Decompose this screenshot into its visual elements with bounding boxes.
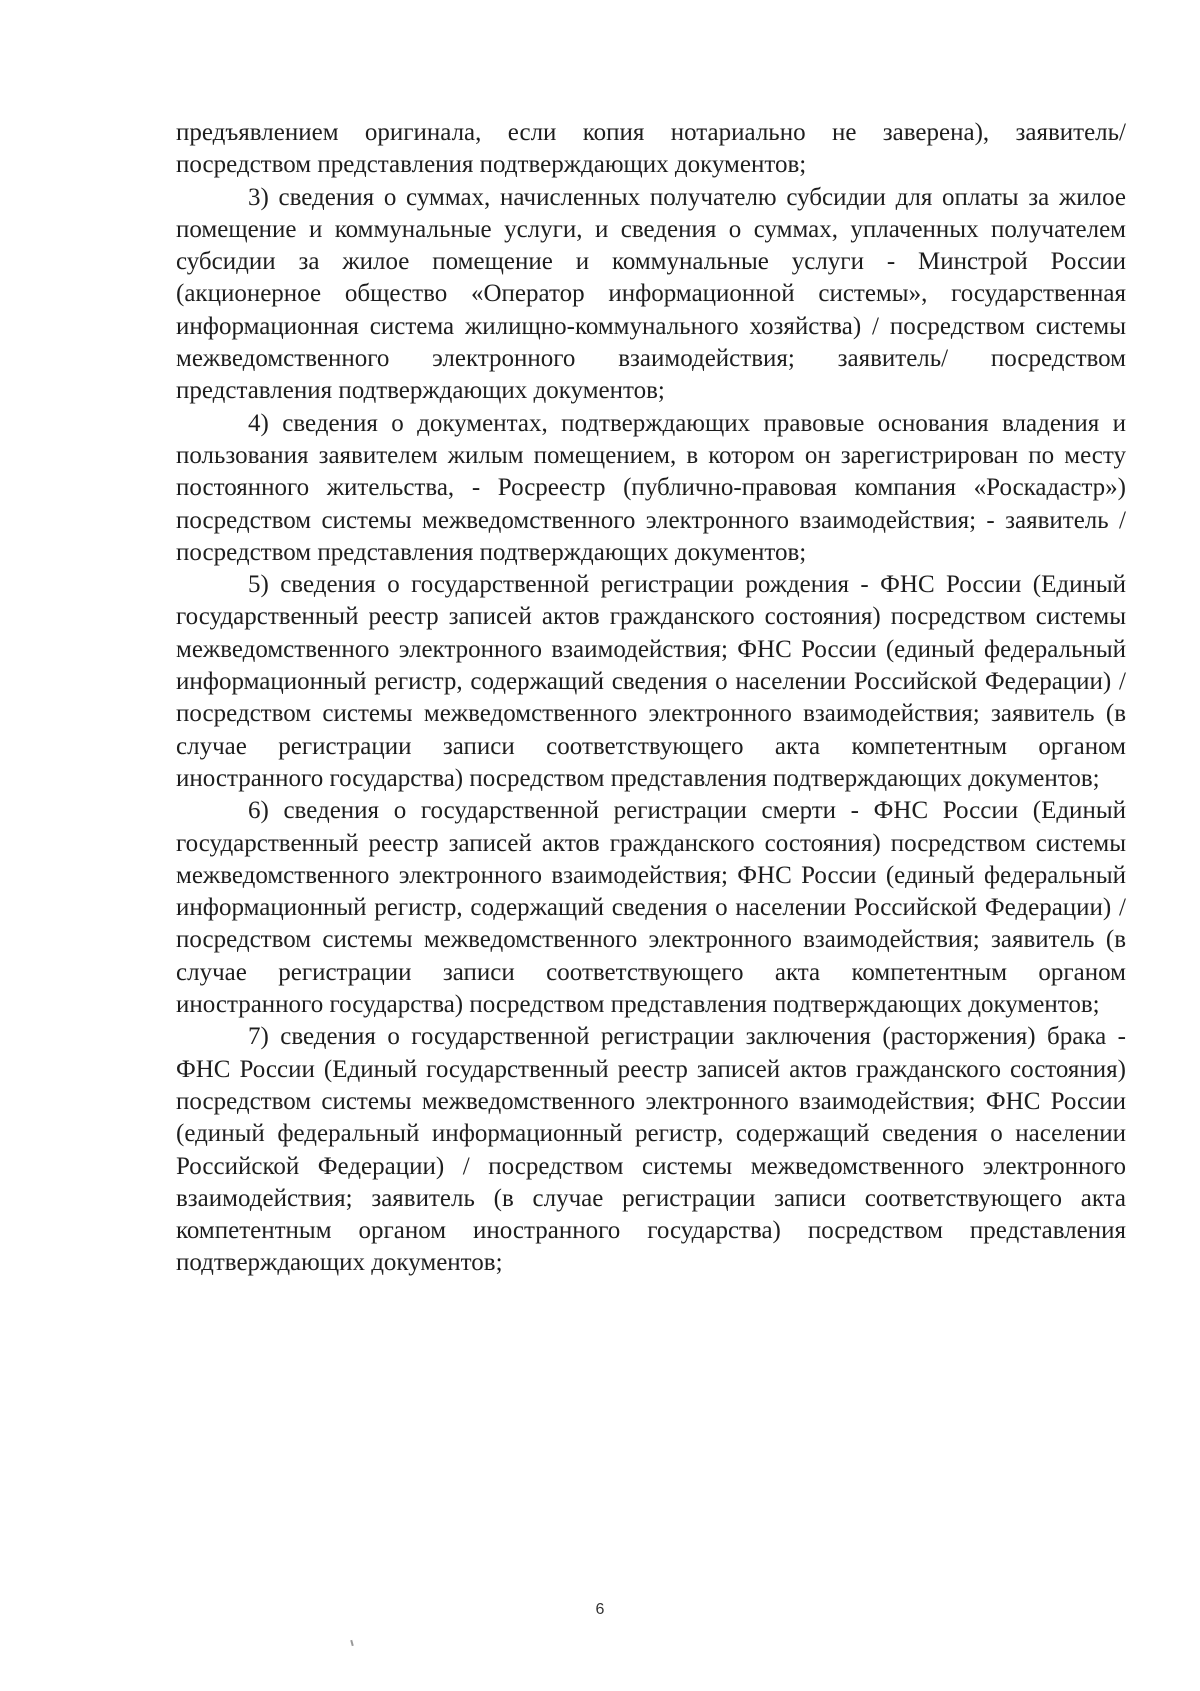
paragraph-continuation: предъявлением оригинала, если копия нотариально не заверена), заявитель/ посредством представления подтверждающих документов; — [176, 119, 1126, 179]
paragraph-item-4: 4) сведения о документах, подтверждающих правовые основания владения и пользования заявителем жилым помещением, в котором он зарегистрирован по месту постоянного жительства, - Росреестр (публично-правовая компания «Роскадастр») посредством системы межведомственного электронного взаимодействия; - заявитель / посредством представления подтверждающих документов; — [176, 409, 1126, 566]
scan-speck — [350, 1640, 353, 1646]
paragraph-item-7: 7) сведения о государственной регистрации заключения (расторжения) брака - ФНС России (Единый государственный реестр записей актов гражданского состояния) посредством системы межведомственного электронного взаимодействия; ФНС России (единый федеральный информационный регистр, содержащий сведения о населении Российской Федерации) / посредством системы межведомственного электронного взаимодействия; заявитель (в случае регистрации записи соответствующего акта компетентным органом иностранного государства) посредством представления подтверждающих документов; — [176, 1023, 1126, 1277]
page-number: 6 — [595, 1601, 605, 1618]
paragraph-item-6: 6) сведения о государственной регистрации смерти - ФНС России (Единый государственный реестр записей актов гражданского состояния) посредством системы межведомственного электронного взаимодействия; ФНС России (единый федеральный информационный регистр, содержащий сведения о населении Российской Федерации) / посредством системы межведомственного электронного взаимодействия; заявитель (в случае регистрации записи соответствующего акта компетентным органом иностранного государства) посредством представления подтверждающих документов; — [176, 797, 1126, 1019]
document-body — [176, 117, 1126, 1280]
paragraph-item-3: 3) сведения о суммах, начисленных получателю субсидии для оплаты за жилое помещение и коммунальные услуги, и сведения о суммах, уплаченных получателем субсидии за жилое помещение и коммунальные услуги - Минстрой России (акционерное общество «Оператор информационной системы», государственная информационная система жилищно-коммунального хозяйства) / посредством системы межведомственного электронного взаимодействия; заявитель/ посредством представления подтверждающих документов; — [176, 183, 1126, 405]
paragraph-item-5: 5) сведения о государственной регистрации рождения - ФНС России (Единый государственный реестр записей актов гражданского состояния) посредством системы межведомственного электронного взаимодействия; ФНС России (единый федеральный информационный регистр, содержащий сведения о населении Российской Федерации) / посредством системы межведомственного электронного взаимодействия; заявитель (в случае регистрации записи соответствующего акта компетентным органом иностранного государства) посредством представления подтверждающих документов; — [176, 571, 1126, 792]
